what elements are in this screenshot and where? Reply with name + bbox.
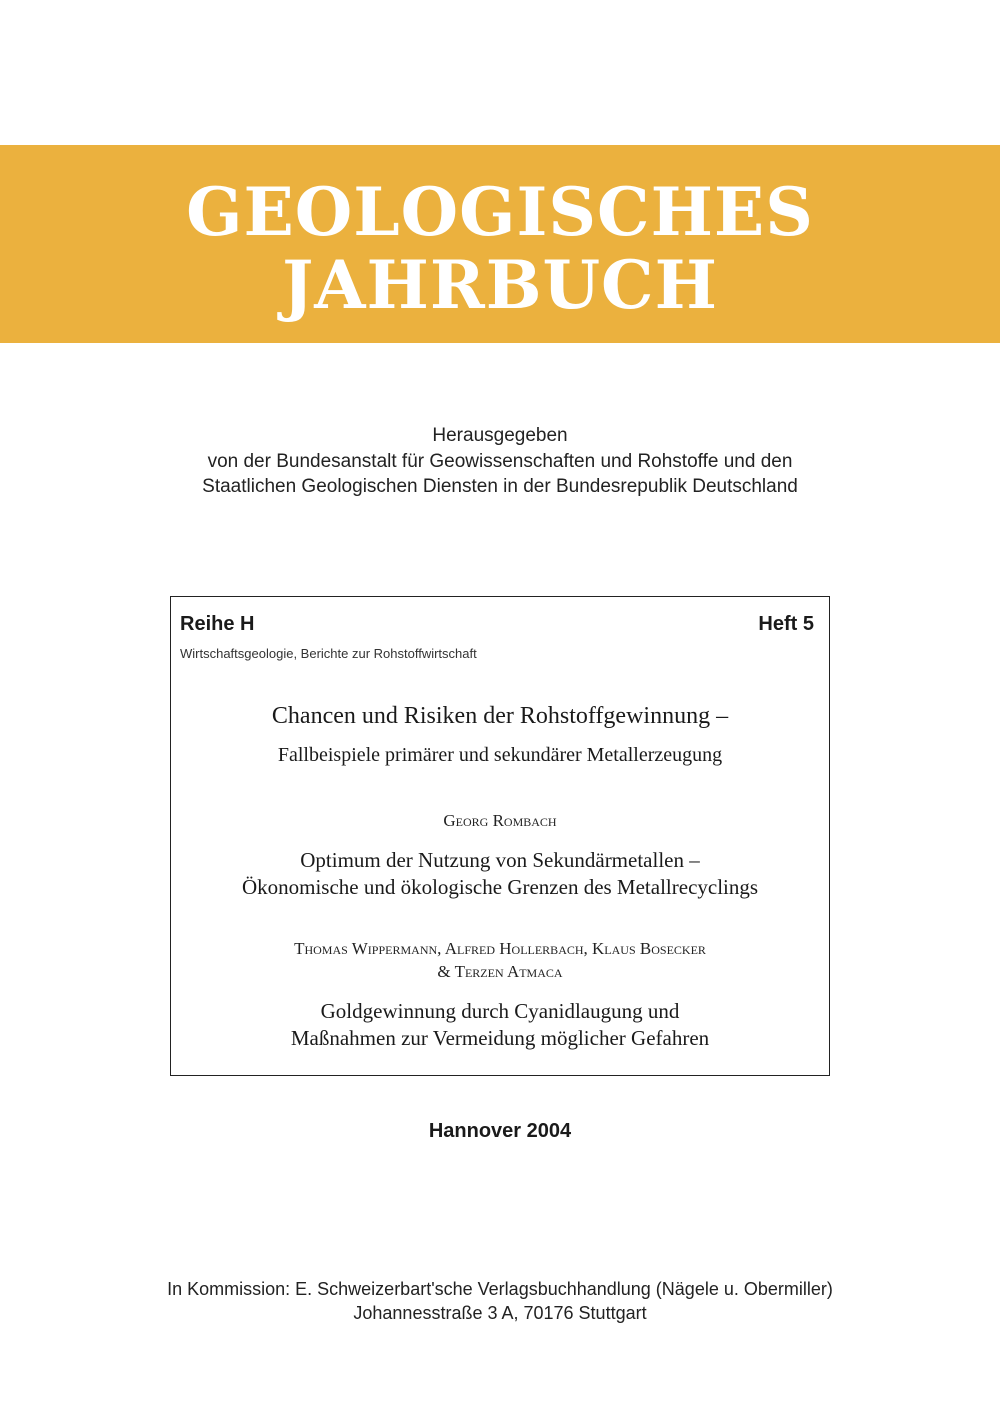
article2-authors-line1: Thomas Wippermann, Alfred Hollerbach, Klaus Bosecker [294,939,706,958]
volume-subtitle: Fallbeispiele primärer und sekundärer Metallerzeugung [277,744,723,766]
title-banner [0,145,1000,343]
article1-title-line2: Ökonomische und ökologische Grenzen des Metallrecyclings [241,875,759,899]
article1-title [171,847,829,901]
series-heft: Heft 5 [758,613,814,635]
place-year: Hannover 2004 [428,1120,572,1142]
series-subtitle: Wirtschaftsgeologie, Berichte zur Rohstoffwirtschaft [180,646,477,661]
article2-title-line1: Goldgewinnung durch Cyanidlaugung und [320,999,680,1023]
publisher-line3: Staatlichen Geologischen Diensten in der Bundesrepublik Deutschland [202,476,798,497]
article2-title-line2: Maßnahmen zur Vermeidung möglicher Gefahren [290,1026,710,1050]
article1-author: Georg Rombach [443,811,557,830]
series-box [170,596,830,1076]
commission-line1: In Kommission: E. Schweizerbart'sche Verlagsbuchhandlung (Nägele u. Obermiller) [167,1279,833,1299]
publisher-line1: Herausgegeben [432,425,568,446]
article2-authors-line2: & Terzen Atmaca [437,962,563,981]
publisher-statement [0,423,1000,500]
journal-title-line2: JAHRBUCH [282,246,718,324]
series-reihe: Reihe H [180,613,255,635]
commission-line2: Johannesstraße 3 A, 70176 Stuttgart [353,1303,647,1323]
publisher-line2: von der Bundesanstalt für Geowissenschaften und Rohstoffe und den [207,450,793,472]
volume-title: Chancen und Risiken der Rohstoffgewinnung – [271,703,729,729]
commission-imprint [0,1277,1000,1325]
article2-title [171,998,829,1052]
article1-title-line1: Optimum der Nutzung von Sekundärmetallen – [300,848,700,872]
journal-title-line1: GEOLOGISCHES [186,173,814,251]
